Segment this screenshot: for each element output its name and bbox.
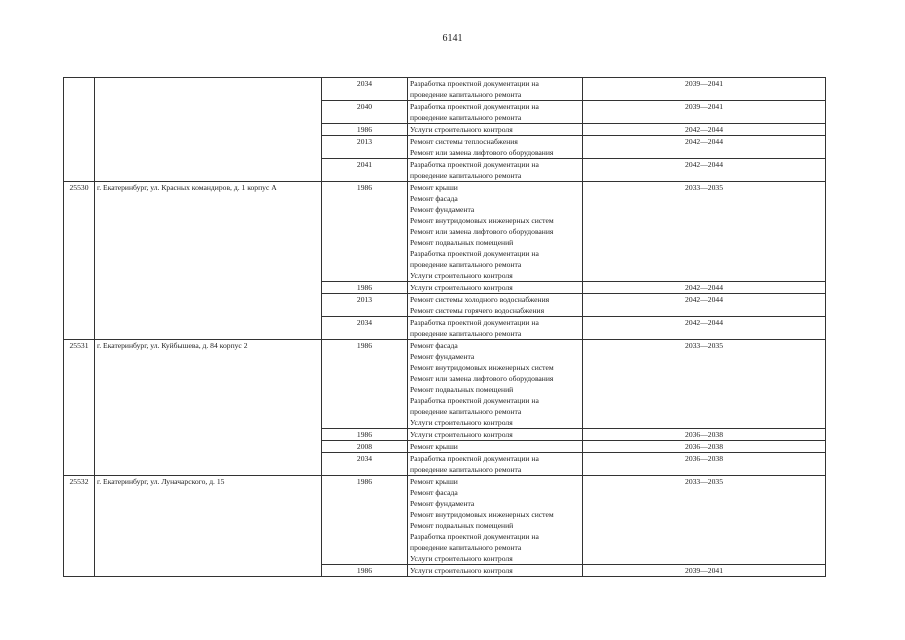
- building-number: [64, 282, 95, 294]
- table-row: [64, 340, 826, 429]
- work-item: Ремонт системы холодного водоснабжения: [410, 295, 550, 304]
- work-item: Ремонт системы горячего водоснабжения: [410, 306, 545, 315]
- page-number: 6141: [442, 33, 463, 44]
- repair-period: 2039—2041: [583, 565, 826, 577]
- building-number: [64, 101, 95, 124]
- building-number: [64, 317, 95, 340]
- construction-year: 1986: [322, 340, 408, 429]
- table-row: [64, 78, 826, 101]
- work-item: Ремонт или замена лифтового оборудования: [410, 227, 554, 236]
- work-item: проведение капитального ремонта: [410, 260, 522, 269]
- building-address: [95, 101, 322, 124]
- work-item: Ремонт фундамента: [410, 352, 475, 361]
- work-item: Разработка проектной документации на: [410, 396, 539, 405]
- work-item: проведение капитального ремонта: [410, 329, 522, 338]
- work-types: [408, 159, 583, 182]
- repair-period: 2042—2044: [583, 282, 826, 294]
- repair-period: 2042—2044: [583, 294, 826, 317]
- table-body: [64, 78, 826, 577]
- work-item: проведение капитального ремонта: [410, 113, 522, 122]
- repair-period: 2039—2041: [583, 78, 826, 101]
- work-item: Услуги строительного контроля: [410, 554, 513, 563]
- work-item: Разработка проектной документации на: [410, 160, 539, 169]
- building-number: [64, 441, 95, 453]
- work-item: Ремонт подвальных помещений: [410, 521, 514, 530]
- work-item: Ремонт фасада: [410, 341, 458, 350]
- table-row: [64, 441, 826, 453]
- work-types: [408, 282, 583, 294]
- work-types: [408, 78, 583, 101]
- construction-year: 1986: [322, 182, 408, 282]
- repair-period: 2042—2044: [583, 136, 826, 159]
- building-address: [95, 159, 322, 182]
- building-address: [95, 429, 322, 441]
- building-number: 25531: [64, 340, 95, 429]
- work-item: Ремонт внутридомовых инженерных систем: [410, 510, 554, 519]
- construction-year: 1986: [322, 124, 408, 136]
- work-types: [408, 294, 583, 317]
- work-item: Услуги строительного контроля: [410, 566, 513, 575]
- work-item: Ремонт крыши: [410, 477, 458, 486]
- work-item: проведение капитального ремонта: [410, 407, 522, 416]
- work-item: Ремонт внутридомовых инженерных систем: [410, 216, 554, 225]
- work-item: Разработка проектной документации на: [410, 318, 539, 327]
- construction-year: 2041: [322, 159, 408, 182]
- work-types: [408, 101, 583, 124]
- construction-year: 2008: [322, 441, 408, 453]
- work-item: Ремонт системы теплоснабжения: [410, 137, 518, 146]
- work-item: Услуги строительного контроля: [410, 283, 513, 292]
- work-item: проведение капитального ремонта: [410, 171, 522, 180]
- work-item: Ремонт крыши: [410, 183, 458, 192]
- work-item: Ремонт фундамента: [410, 205, 475, 214]
- work-item: Разработка проектной документации на: [410, 79, 539, 88]
- table-row: [64, 124, 826, 136]
- building-address: г. Екатеринбург, ул. Луначарского, д. 15: [95, 476, 322, 565]
- work-types: [408, 476, 583, 565]
- work-types: [408, 565, 583, 577]
- construction-year: 2034: [322, 317, 408, 340]
- building-address: [95, 282, 322, 294]
- construction-year: 2034: [322, 78, 408, 101]
- repair-period: 2036—2038: [583, 453, 826, 476]
- building-address: [95, 453, 322, 476]
- work-types: [408, 124, 583, 136]
- table-row: [64, 159, 826, 182]
- work-item: Ремонт внутридомовых инженерных систем: [410, 363, 554, 372]
- work-item: проведение капитального ремонта: [410, 90, 522, 99]
- work-item: Ремонт подвальных помещений: [410, 385, 514, 394]
- building-number: [64, 565, 95, 577]
- building-number: 25532: [64, 476, 95, 565]
- repair-period: 2036—2038: [583, 429, 826, 441]
- work-types: [408, 429, 583, 441]
- work-item: Услуги строительного контроля: [410, 125, 513, 134]
- work-types: [408, 340, 583, 429]
- work-item: Разработка проектной документации на: [410, 532, 539, 541]
- repair-period: 2033—2035: [583, 340, 826, 429]
- table-row: [64, 429, 826, 441]
- work-item: Ремонт подвальных помещений: [410, 238, 514, 247]
- work-item: Ремонт фундамента: [410, 499, 475, 508]
- repair-period: 2036—2038: [583, 441, 826, 453]
- repair-period: 2039—2041: [583, 101, 826, 124]
- construction-year: 2034: [322, 453, 408, 476]
- work-item: Услуги строительного контроля: [410, 430, 513, 439]
- table-row: [64, 317, 826, 340]
- repair-period: 2042—2044: [583, 159, 826, 182]
- building-number: [64, 294, 95, 317]
- work-item: Ремонт или замена лифтового оборудования: [410, 374, 554, 383]
- work-types: [408, 317, 583, 340]
- table-row: [64, 101, 826, 124]
- work-item: проведение капитального ремонта: [410, 543, 522, 552]
- table-row: [64, 136, 826, 159]
- work-item: Услуги строительного контроля: [410, 271, 513, 280]
- work-types: [408, 136, 583, 159]
- building-number: [64, 124, 95, 136]
- building-address: [95, 136, 322, 159]
- building-address: [95, 565, 322, 577]
- table-row: [64, 182, 826, 282]
- building-number: [64, 429, 95, 441]
- construction-year: 1986: [322, 282, 408, 294]
- work-types: [408, 453, 583, 476]
- work-item: Ремонт фасада: [410, 488, 458, 497]
- construction-year: 1986: [322, 476, 408, 565]
- building-address: г. Екатеринбург, ул. Куйбышева, д. 84 корпус 2: [95, 340, 322, 429]
- construction-year: 2013: [322, 294, 408, 317]
- table-row: [64, 453, 826, 476]
- repair-period: 2042—2044: [583, 124, 826, 136]
- building-address: [95, 317, 322, 340]
- work-item: Разработка проектной документации на: [410, 454, 539, 463]
- construction-year: 2013: [322, 136, 408, 159]
- table-row: [64, 565, 826, 577]
- repair-period: 2042—2044: [583, 317, 826, 340]
- construction-year: 1986: [322, 429, 408, 441]
- building-address: [95, 78, 322, 101]
- work-item: проведение капитального ремонта: [410, 465, 522, 474]
- work-item: Ремонт фасада: [410, 194, 458, 203]
- table-row: [64, 282, 826, 294]
- work-item: Услуги строительного контроля: [410, 418, 513, 427]
- repair-period: 2033—2035: [583, 182, 826, 282]
- construction-year: 1986: [322, 565, 408, 577]
- table-row: [64, 294, 826, 317]
- table-row: [64, 476, 826, 565]
- building-address: [95, 294, 322, 317]
- work-types: [408, 441, 583, 453]
- building-address: [95, 441, 322, 453]
- building-address: [95, 124, 322, 136]
- repair-period: 2033—2035: [583, 476, 826, 565]
- building-number: 25530: [64, 182, 95, 282]
- construction-year: 2040: [322, 101, 408, 124]
- building-number: [64, 78, 95, 101]
- capital-repair-table: [63, 77, 826, 577]
- work-item: Ремонт или замена лифтового оборудования: [410, 148, 554, 157]
- building-number: [64, 136, 95, 159]
- building-number: [64, 159, 95, 182]
- building-number: [64, 453, 95, 476]
- work-types: [408, 182, 583, 282]
- work-item: Разработка проектной документации на: [410, 249, 539, 258]
- work-item: Разработка проектной документации на: [410, 102, 539, 111]
- work-item: Ремонт крыши: [410, 442, 458, 451]
- building-address: г. Екатеринбург, ул. Красных командиров, д. 1 корпус А: [95, 182, 322, 282]
